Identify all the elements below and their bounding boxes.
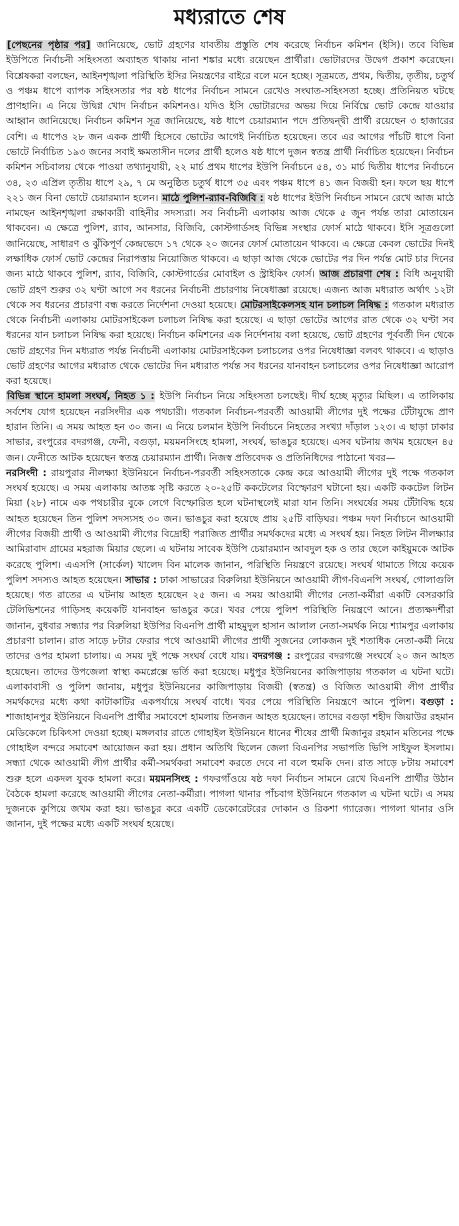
- dateline-savar: সাভার :: [125, 574, 157, 586]
- article-title: মধ্যরাতে শেষ: [173, 4, 286, 29]
- continued-from-marker: [পেছনের পৃষ্ঠার পর]: [7, 40, 91, 51]
- subhead-campaign-ends: আজ প্রচারণা শেষ :: [319, 269, 399, 281]
- security-forces-text: ষষ্ঠ ধাপের ইউপি নির্বাচন সামনে রেখে আজ মাঠে নামছেন আইনশৃঙ্খলা রক্ষাকারী বাহিনীর সদস্যরা। সব নির্বাচনী এলাকায় আজ থেকে ৫ জুন পর্যন্ত তারা মোতায়েন থাকবেন। এ ক্ষেত্রে পুলিশ, র‌্যাব, আনসার, বিজিবি, কোস্টগার্ডসহ বিভিন্ন সংস্থার ফোর্স মাঠে থাকবে। ইসি সূত্রগুলো জানিয়েছে, সাধারণ ও ঝুঁকিপূর্ণ কেন্দ্রভেদে ১৭ থেকে ২০ জনের ফোর্স মোতায়েন থাকবে। এ ক্ষেত্রে কেবল ভোটের দিনই লক্ষাধিক ফোর্স ভোট কেন্দ্রের নিরাপত্তায় নিয়োজিত থাকবে। এ ছাড়া আজ থেকে ভোটের পর দিন পর্যন্ত মোট চার দিনের জন্য মাঠে থাকবে পুলিশ, র‌্যাব, বিজিবি, কোস্টগার্ডের মোবাইল ও স্ট্রাইকিং ফোর্স।: [6, 192, 454, 281]
- paragraph-intro: [6, 38, 454, 389]
- narsingdi-text: রায়পুরার নীলক্ষ্যা ইউনিয়নে নির্বাচন-পরবর্তী সহিংসতাকে কেন্দ্র করে আওয়ামী লীগের দুই পক্ষে গতকাল সংঘর্ষ হয়েছে। এ সময় এলাকায় আতঙ্ক সৃষ্টি করতে ২০-২৫টি ককটেলের বিস্ফোরণ ঘটানো হয়। একটি ককটেল লিটন মিয়া (২৮) নামে এক পথচারীর বুকে লেগে বিস্ফোরিত হলে ঘটনাস্থলেই মারা যান তিনি। সংঘর্ষের সময় টেঁটাবিদ্ধ হয়ে আহত হয়েছেন তিন পুলিশ সদস্যসহ ৩০ জন। ভাঙচুর করা হয়েছে প্রায় ২৫টি বাড়িঘর। পঞ্চম দফা নির্বাচনে আওয়ামী লীগের বিজয়ী প্রার্থী ও আওয়ামী লীগের বিদ্রোহী পরাজিত প্রার্থীর সমর্থকদের মধ্যে এ সংঘর্ষ হয়। নিহত লিটন নীলক্ষ্যার আমিরাবাদ গ্রামের মহরাজ মিয়ার ছেলে। এ ঘটনায় সাবেক ইউপি চেয়ারম্যান আবদুল হক ও তার ছেলে কাইয়ুমকে আটক করেছে পুলিশ। এএসপি (সার্কেল) খালেদ বিন মালেক জানান, পরিস্থিতি নিয়ন্ত্রণে রয়েছে। সংঘর্ষ থামাতে গিয়ে কয়েক পুলিশ সদস্যও আহত হয়েছেন।: [6, 467, 454, 586]
- badarganj-text: রংপুরের বদরগঞ্জে সংঘর্ষে ২০ জন আহত হয়েছেন। তাদের উপজেলা স্বাস্থ্য কমপ্লেক্সে ভর্তি করা হয়েছে। মধুপুর ইউনিয়নের কাজিপাড়ায় গতকাল এ ঘটনা ঘটে। এলাকাবাসী ও পুলিশ জানায়, মধুপুর ইউনিয়নের কাজিপাড়ায় বিজয়ী (স্বতন্ত্র) ও বিজিত আওয়ামী লীগ প্রার্থীর সমর্থকদের মধ্যে কথা কাটাকাটির একপর্যায়ে সংঘর্ষ বাধে। খবর পেয়ে পরিস্থিতি নিয়ন্ত্রণে আনে পুলিশ।: [6, 651, 454, 709]
- dateline-mymensingh: ময়মনসিংহ :: [149, 773, 199, 785]
- campaign-ends-text: বিধি অনুযায়ী ভোট গ্রহণ শুরুর ৩২ ঘণ্টা আগে সব ধরনের নির্বাচনী প্রচারণায় নিষেধাজ্ঞা রয়েছে। এজন্য আজ মধ্যরাত অর্থাৎ ১২টা থেকে সব ধরনের প্রচারণা বন্ধ করতে নির্দেশনা দেওয়া হয়েছে।: [6, 269, 454, 311]
- subhead-clashes: বিভিন্ন স্থানে হামলা সংঘর্ষ, নিহত ১ :: [7, 391, 155, 403]
- bogura-text: শাজাহানপুর ইউনিয়নে বিএনপি প্রার্থীর সমাবেশে হামলায় তিনজন আহত হয়েছেন। তাদের বগুড়া শহীদ জিয়াউর রহমান মেডিকেলে চিকিৎসা দেওয়া হচ্ছে। মঙ্গলবার রাতে গোহাইল ইউনিয়নে ধানের শীষের প্রার্থী মিজানুর রহমান মতিনের পক্ষে গোহাইল বন্দরে সমাবেশ আয়োজন করা হয়। প্রধান অতিথি ছিলেন জেলা বিএনপির সভাপতি ভিপি সাইফুল ইসলাম। সন্ধ্যা থেকে আওয়ামী লীগ প্রার্থীর কর্মী-সমর্থকরা সমাবেশ করতে দেবে না বলে হুমকি দেন। রাত সাড়ে ৮টায় সমাবেশ শুরু হলে একদল যুবক হামলা করে।: [6, 712, 454, 785]
- paragraph-clashes: [6, 389, 454, 465]
- paragraph-reports: [6, 466, 454, 833]
- dateline-badarganj: বদরগঞ্জ :: [252, 651, 291, 663]
- vehicle-ban-text: গতকাল মধ্যরাত থেকে নির্বাচনী এলাকায় মোটরসাইকেল চলাচল নিষিদ্ধ করা হয়েছে। এ ছাড়া ভোটের আগের রাত থেকে ৩২ ঘণ্টা সব ধরনের যান চলাচল নিষিদ্ধ করা হয়েছে। নির্বাচন কমিশনের এক নির্দেশনায় বলা হয়েছে, ভোট গ্রহণের পূর্ববর্তী দিন থেকে ভোট গ্রহণের দিন মধ্যরাত পর্যন্ত নির্বাচনী এলাকায় মোটরসাইকেল চলাচলের ওপর নিষেধাজ্ঞা বলবৎ থাকবে। এ ছাড়াও ভোট গ্রহণের আগের মধ্যরাত থেকে ভোটের দিন মধ্যরাত পর্যন্ত সব ধরনের যানবাহন চলাচলের ওপর নিষেধাজ্ঞা আরোপ করা হয়েছে।: [6, 299, 454, 388]
- dateline-narsingdi: নরসিংদী :: [6, 467, 47, 479]
- dateline-bogura: বগুড়া :: [420, 697, 454, 709]
- mymensingh-text: গফরগাঁওয়ে ষষ্ঠ দফা নির্বাচন সামনে রেখে বিএনপি প্রার্থীর উঠান বৈঠকে হামলা করেছে আওয়ামী লীগের নেতা-কর্মীরা। পাগলা থানার পাঁচবাগ ইউনিয়নে গতকাল এ ঘটনা ঘটে। এ সময় দুজনকে কুপিয়ে জখম করা হয়। ভাঙচুর করে একটি ডেকোরেটরের দোকান ও রিকশা গ্যারেজ। পাগলা থানার ওসি জানান, দুই পক্ষের মধ্যে একটি সংঘর্ষ হয়েছে।: [6, 773, 454, 831]
- subhead-security-forces: মাঠে পুলিশ-র‌্যাব-বিজিবি :: [162, 192, 264, 204]
- intro-text: জানিয়েছে, ভোট গ্রহণের যাবতীয় প্রস্তুতি শেষ করেছে নির্বাচন কমিশন (ইসি)। তবে বিভিন্ন ইউপিতে নির্বাচনী সহিংসতা অব্যাহত থাকায় নানা শঙ্কার মধ্যে রয়েছেন প্রার্থীরা। ভোটারদের উদ্বেগ প্রকাশ করেছেন। বিশ্লেষকরা বলছেন, আইনশৃঙ্খলা পরিস্থিতি ইসির নিয়ন্ত্রণের বাইরে বলে মনে হচ্ছে। সূত্রমতে, প্রথম, দ্বিতীয়, তৃতীয়, চতুর্থ ও পঞ্চম ধাপে ব্যাপক সহিংসতার পর ষষ্ঠ ধাপের নির্বাচন সামনে রেখেও সংঘাত-সহিংসতা হচ্ছে। প্রতিনিয়ত ঘটছে প্রাণহানি। এ নিয়ে উদ্বিগ্ন খোদ নির্বাচন কমিশনও। যদিও ইসি ভোটারদের অভয় দিয়ে নির্বিঘ্নে ভোট কেন্দ্রে যাওয়ার আহ্বান জানিয়েছে। নির্বাচন কমিশন সূত্র জানিয়েছে, ষষ্ঠ ধাপে চেয়ারম্যান পদে প্রতিদ্বন্দ্বী প্রার্থী রয়েছেন ৩ হাজারের বেশি। এ ধাপেও ২৮ জন একক প্রার্থী হিসেবে ভোটের আগেই নির্বাচিত হয়েছেন। তবে এর আগের পাঁচটি ধাপে বিনা ভোটে নির্বাচিত ১৯৩ জনের সবাই ক্ষমতাসীন দলের প্রার্থী হলেও ষষ্ঠ ধাপে দুজন স্বতন্ত্র প্রার্থী নির্বাচিত হয়েছেন। নির্বাচন কমিশন সচিবালয় থেকে পাওয়া তথ্যানুযায়ী, ২২ মার্চ প্রথম ধাপের ইউপি নির্বাচনে ৫৪, ৩১ মার্চ দ্বিতীয় ধাপের নির্বাচনে ৩৪, ২৩ এপ্রিল তৃতীয় ধাপে ২৯, ৭ মে অনুষ্ঠিত চতুর্থ ধাপে ৩৫ এবং পঞ্চম ধাপে ৪১ জন বিজয়ী হন। ফলে ছয় ধাপে ২২১ জন বিনা ভোটে চেয়ারম্যান হলেন।: [6, 40, 454, 204]
- article-body: [6, 38, 454, 833]
- subhead-vehicle-ban: মোটরসাইকেলসহ যান চলাচল নিষিদ্ধ :: [240, 299, 389, 311]
- savar-text: ঢাকা সাভারের বিরুলিয়া ইউনিয়নে আওয়ামী লীগ-বিএনপি সংঘর্ষ, গোলাগুলি হয়েছে। গত রাতের এ ঘটনায় আহত হয়েছেন ২৫ জন। এ সময় আওয়ামী লীগের নেতা-কর্মীরা একটি বেসরকারি টেলিভিশনের গাড়িসহ কয়েকটি যানবাহন ভাঙচুর করে। খবর পেয়ে পুলিশ পরিস্থিতি নিয়ন্ত্রণে আনে। প্রত্যক্ষদর্শীরা জানান, বুধবার সন্ধ্যার পর বিরুলিয়া ইউপির বিএনপি প্রার্থী মাহমুদুল হাসান আলাল নেতা-সমর্থক নিয়ে শ্যামপুর এলাকায় প্রচারণা চালান। রাত সাড়ে ৮টার ফেরার পথে আওয়ামী লীগের প্রার্থী সুজনের লোকজন দুই শতাধিক নেতা-কর্মী নিয়ে তাদের ওপর হামলা চালায়। এ সময় দুই পক্ষে সংঘর্ষ বেধে যায়।: [6, 574, 454, 663]
- clashes-text: ইউপি নির্বাচন নিয়ে সহিংসতা চলছেই। দীর্ঘ হচ্ছে মৃত্যুর মিছিল। এ তালিকায় সর্বশেষ যোগ হয়েছেন নরসিংদীর এক পথচারী। গতকাল নির্বাচন-পরবর্তী আওয়ামী লীগের দুই পক্ষের টেঁটাযুদ্ধে প্রাণ হারান তিনি। এ সময় আহত হন ৩০ জন। এ নিয়ে চলমান ইউপি নির্বাচনে নিহতের সংখ্যা দাঁড়াল ১২৩। এ ছাড়া ঢাকার সাভার, রংপুরের বদরগঞ্জ, ফেনী, বগুড়া, ময়মনসিংহে হামলা, সংঘর্ষ, ভাঙচুর হয়েছে। এসব ঘটনায় জখম হয়েছেন ৪৫ জন। ফেনীতে আটক হয়েছেন স্বতন্ত্র চেয়ারম্যান প্রার্থী। নিজস্ব প্রতিবেদক ও প্রতিনিধিদের পাঠানো খবর—: [6, 391, 454, 464]
